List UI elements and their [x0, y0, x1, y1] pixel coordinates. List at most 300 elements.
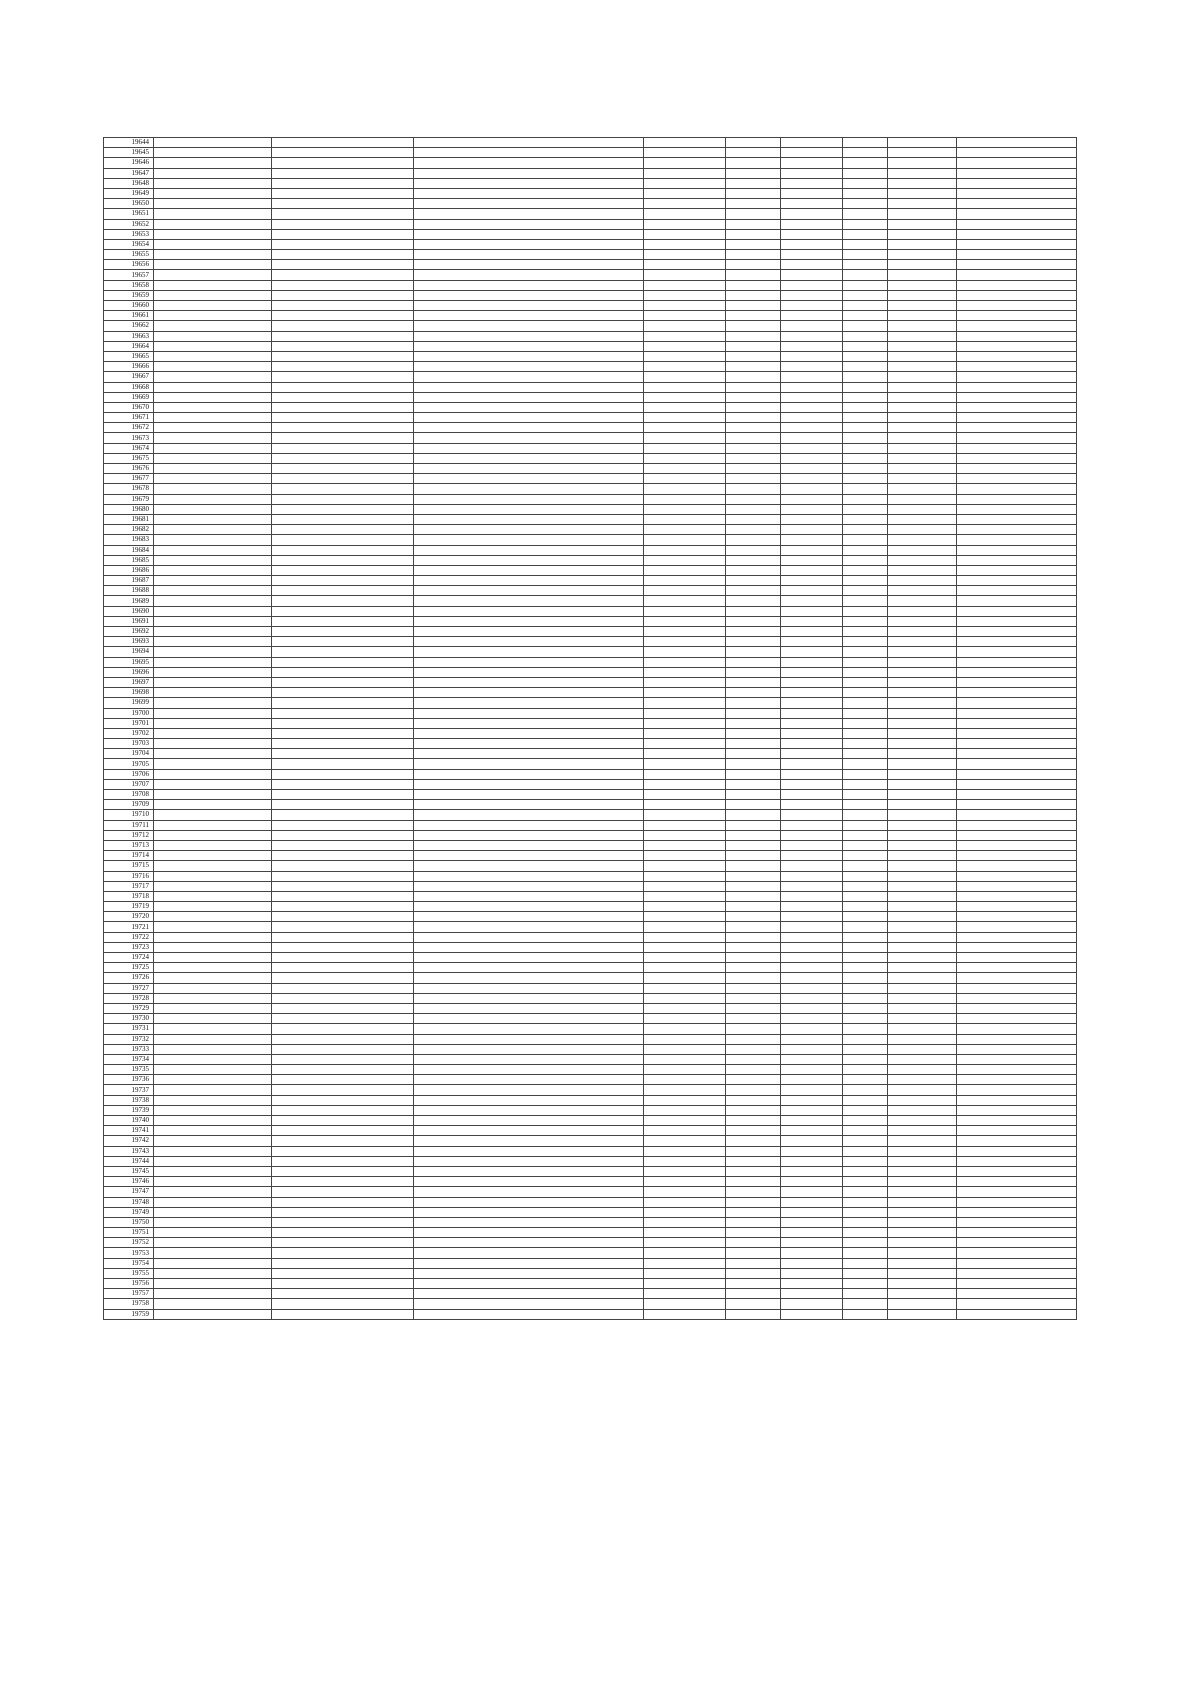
empty-cell: [726, 525, 781, 535]
empty-cell: [726, 413, 781, 423]
empty-cell: [726, 1044, 781, 1054]
empty-cell: [888, 168, 957, 178]
empty-cell: [272, 637, 414, 647]
row-number-cell: 19739: [104, 1105, 154, 1115]
empty-cell: [414, 362, 644, 372]
empty-cell: [414, 138, 644, 148]
empty-cell: [414, 504, 644, 514]
empty-cell: [154, 535, 272, 545]
empty-cell: [843, 178, 888, 188]
empty-cell: [272, 239, 414, 249]
empty-cell: [726, 698, 781, 708]
empty-cell: [843, 1116, 888, 1126]
empty-cell: [414, 1146, 644, 1156]
empty-cell: [888, 402, 957, 412]
empty-cell: [843, 830, 888, 840]
empty-cell: [644, 270, 726, 280]
empty-cell: [272, 260, 414, 270]
empty-cell: [154, 891, 272, 901]
empty-cell: [644, 647, 726, 657]
table-row: [104, 881, 1077, 891]
empty-cell: [781, 1014, 843, 1024]
empty-cell: [272, 138, 414, 148]
row-number-cell: 19711: [104, 820, 154, 830]
empty-cell: [957, 433, 1077, 443]
empty-cell: [888, 1065, 957, 1075]
empty-cell: [957, 423, 1077, 433]
empty-cell: [957, 199, 1077, 209]
empty-cell: [957, 1268, 1077, 1278]
empty-cell: [843, 545, 888, 555]
empty-cell: [726, 606, 781, 616]
empty-cell: [726, 953, 781, 963]
row-number-cell: 19650: [104, 199, 154, 209]
empty-cell: [644, 1136, 726, 1146]
empty-cell: [154, 362, 272, 372]
empty-cell: [414, 351, 644, 361]
empty-cell: [272, 199, 414, 209]
empty-cell: [888, 576, 957, 586]
table-row: [104, 229, 1077, 239]
empty-cell: [414, 545, 644, 555]
empty-cell: [414, 759, 644, 769]
empty-cell: [272, 321, 414, 331]
empty-cell: [272, 178, 414, 188]
empty-cell: [644, 810, 726, 820]
empty-cell: [781, 871, 843, 881]
empty-cell: [644, 351, 726, 361]
empty-cell: [888, 239, 957, 249]
empty-cell: [843, 321, 888, 331]
empty-cell: [888, 545, 957, 555]
empty-cell: [843, 820, 888, 830]
empty-cell: [781, 362, 843, 372]
empty-cell: [644, 1197, 726, 1207]
empty-cell: [888, 902, 957, 912]
row-number-cell: 19755: [104, 1268, 154, 1278]
empty-cell: [726, 402, 781, 412]
empty-cell: [957, 728, 1077, 738]
empty-cell: [781, 1085, 843, 1095]
empty-cell: [888, 688, 957, 698]
empty-cell: [154, 800, 272, 810]
empty-cell: [888, 148, 957, 158]
empty-cell: [781, 739, 843, 749]
empty-cell: [843, 453, 888, 463]
empty-cell: [154, 1014, 272, 1024]
empty-cell: [957, 759, 1077, 769]
table-row: [104, 830, 1077, 840]
table-row: [104, 362, 1077, 372]
table-row: [104, 351, 1077, 361]
empty-cell: [272, 331, 414, 341]
empty-cell: [957, 1116, 1077, 1126]
empty-cell: [843, 963, 888, 973]
empty-cell: [843, 1044, 888, 1054]
empty-cell: [957, 1217, 1077, 1227]
table-row: [104, 1309, 1077, 1319]
row-number-cell: 19671: [104, 413, 154, 423]
empty-cell: [644, 229, 726, 239]
row-number-cell: 19684: [104, 545, 154, 555]
empty-cell: [154, 372, 272, 382]
empty-cell: [272, 464, 414, 474]
empty-cell: [843, 1095, 888, 1105]
empty-cell: [644, 1156, 726, 1166]
empty-cell: [781, 616, 843, 626]
empty-cell: [154, 341, 272, 351]
empty-cell: [414, 270, 644, 280]
empty-cell: [888, 596, 957, 606]
empty-cell: [843, 555, 888, 565]
empty-cell: [957, 800, 1077, 810]
empty-cell: [888, 647, 957, 657]
empty-cell: [644, 708, 726, 718]
empty-cell: [781, 708, 843, 718]
empty-cell: [781, 229, 843, 239]
empty-cell: [644, 1299, 726, 1309]
table-row: [104, 1116, 1077, 1126]
empty-cell: [644, 820, 726, 830]
empty-cell: [272, 606, 414, 616]
row-number-cell: 19685: [104, 555, 154, 565]
empty-cell: [957, 260, 1077, 270]
empty-cell: [957, 891, 1077, 901]
empty-cell: [957, 616, 1077, 626]
table-row: [104, 1228, 1077, 1238]
row-number-cell: 19694: [104, 647, 154, 657]
empty-cell: [272, 1166, 414, 1176]
empty-cell: [726, 1065, 781, 1075]
empty-cell: [272, 820, 414, 830]
empty-cell: [957, 790, 1077, 800]
empty-cell: [272, 1258, 414, 1268]
empty-cell: [154, 749, 272, 759]
empty-cell: [781, 932, 843, 942]
empty-cell: [781, 973, 843, 983]
empty-cell: [957, 1156, 1077, 1166]
empty-cell: [957, 657, 1077, 667]
empty-cell: [644, 1217, 726, 1227]
empty-cell: [644, 514, 726, 524]
table-row: [104, 402, 1077, 412]
empty-cell: [154, 698, 272, 708]
table-row: [104, 627, 1077, 637]
empty-cell: [154, 1065, 272, 1075]
empty-cell: [154, 871, 272, 881]
empty-cell: [154, 351, 272, 361]
empty-cell: [414, 535, 644, 545]
table-row: [104, 810, 1077, 820]
empty-cell: [888, 311, 957, 321]
empty-cell: [843, 891, 888, 901]
empty-cell: [272, 453, 414, 463]
empty-cell: [843, 1258, 888, 1268]
empty-cell: [957, 1248, 1077, 1258]
empty-cell: [154, 382, 272, 392]
empty-cell: [957, 280, 1077, 290]
row-number-cell: 19714: [104, 851, 154, 861]
row-number-cell: 19749: [104, 1207, 154, 1217]
empty-cell: [414, 229, 644, 239]
table-row: [104, 1034, 1077, 1044]
table-row: [104, 514, 1077, 524]
empty-cell: [843, 881, 888, 891]
table-row: [104, 1075, 1077, 1085]
empty-cell: [644, 586, 726, 596]
empty-cell: [726, 1197, 781, 1207]
empty-cell: [414, 199, 644, 209]
empty-cell: [888, 1014, 957, 1024]
empty-cell: [644, 1166, 726, 1176]
empty-cell: [154, 1075, 272, 1085]
empty-cell: [644, 993, 726, 1003]
table-row: [104, 1146, 1077, 1156]
table-row: [104, 1197, 1077, 1207]
empty-cell: [957, 1228, 1077, 1238]
empty-cell: [888, 413, 957, 423]
empty-cell: [154, 1116, 272, 1126]
row-number-cell: 19687: [104, 576, 154, 586]
table-row: [104, 993, 1077, 1003]
row-number-cell: 19750: [104, 1217, 154, 1227]
empty-cell: [644, 983, 726, 993]
empty-cell: [726, 168, 781, 178]
empty-cell: [644, 1126, 726, 1136]
table-row: [104, 820, 1077, 830]
empty-cell: [644, 209, 726, 219]
empty-cell: [726, 392, 781, 402]
empty-cell: [414, 810, 644, 820]
empty-cell: [957, 311, 1077, 321]
empty-cell: [154, 657, 272, 667]
empty-cell: [843, 922, 888, 932]
empty-cell: [154, 188, 272, 198]
row-number-cell: 19710: [104, 810, 154, 820]
empty-cell: [726, 372, 781, 382]
empty-cell: [781, 1166, 843, 1176]
empty-cell: [781, 372, 843, 382]
empty-cell: [272, 545, 414, 555]
empty-cell: [414, 1279, 644, 1289]
empty-cell: [414, 647, 644, 657]
empty-cell: [957, 1166, 1077, 1176]
empty-cell: [888, 423, 957, 433]
empty-cell: [888, 830, 957, 840]
empty-cell: [272, 1207, 414, 1217]
row-number-cell: 19659: [104, 290, 154, 300]
empty-cell: [957, 922, 1077, 932]
empty-cell: [414, 494, 644, 504]
table-row: [104, 1126, 1077, 1136]
empty-cell: [644, 188, 726, 198]
empty-cell: [644, 932, 726, 942]
row-number-cell: 19705: [104, 759, 154, 769]
empty-cell: [644, 290, 726, 300]
empty-cell: [888, 749, 957, 759]
empty-cell: [957, 158, 1077, 168]
table-row: [104, 178, 1077, 188]
empty-cell: [644, 260, 726, 270]
empty-cell: [888, 280, 957, 290]
empty-cell: [888, 525, 957, 535]
empty-cell: [957, 932, 1077, 942]
empty-cell: [272, 902, 414, 912]
empty-cell: [781, 494, 843, 504]
empty-cell: [781, 1146, 843, 1156]
row-number-cell: 19706: [104, 769, 154, 779]
empty-cell: [781, 321, 843, 331]
empty-cell: [414, 739, 644, 749]
empty-cell: [644, 973, 726, 983]
empty-cell: [888, 1187, 957, 1197]
empty-cell: [644, 1279, 726, 1289]
empty-cell: [726, 239, 781, 249]
table-body: [104, 138, 1077, 1320]
empty-cell: [154, 280, 272, 290]
empty-cell: [781, 1156, 843, 1166]
table-row: [104, 596, 1077, 606]
empty-cell: [781, 1003, 843, 1013]
empty-cell: [414, 973, 644, 983]
empty-cell: [957, 484, 1077, 494]
empty-cell: [781, 902, 843, 912]
row-number-cell: 19756: [104, 1279, 154, 1289]
empty-cell: [843, 1065, 888, 1075]
empty-cell: [781, 199, 843, 209]
empty-cell: [957, 1258, 1077, 1268]
table-row: [104, 1217, 1077, 1227]
empty-cell: [154, 148, 272, 158]
empty-cell: [957, 830, 1077, 840]
empty-cell: [888, 199, 957, 209]
empty-cell: [644, 627, 726, 637]
empty-cell: [644, 1228, 726, 1238]
empty-cell: [888, 912, 957, 922]
empty-cell: [888, 1085, 957, 1095]
table-row: [104, 1187, 1077, 1197]
empty-cell: [154, 922, 272, 932]
table-row: [104, 341, 1077, 351]
empty-cell: [781, 1279, 843, 1289]
empty-cell: [726, 1054, 781, 1064]
empty-cell: [957, 1299, 1077, 1309]
empty-cell: [272, 749, 414, 759]
empty-cell: [272, 1228, 414, 1238]
empty-cell: [781, 331, 843, 341]
table-row: [104, 311, 1077, 321]
empty-cell: [414, 1136, 644, 1146]
empty-cell: [957, 576, 1077, 586]
empty-cell: [781, 138, 843, 148]
empty-cell: [154, 311, 272, 321]
empty-cell: [154, 1146, 272, 1156]
empty-cell: [843, 1105, 888, 1115]
empty-cell: [726, 362, 781, 372]
empty-cell: [272, 881, 414, 891]
empty-cell: [414, 1003, 644, 1013]
empty-cell: [272, 494, 414, 504]
empty-cell: [726, 881, 781, 891]
empty-cell: [644, 1248, 726, 1258]
empty-cell: [414, 779, 644, 789]
empty-cell: [957, 301, 1077, 311]
empty-cell: [781, 514, 843, 524]
row-number-cell: 19745: [104, 1166, 154, 1176]
empty-cell: [644, 464, 726, 474]
empty-cell: [726, 973, 781, 983]
table-row: [104, 250, 1077, 260]
empty-cell: [272, 1116, 414, 1126]
empty-cell: [843, 728, 888, 738]
empty-cell: [843, 973, 888, 983]
table-row: [104, 790, 1077, 800]
empty-cell: [726, 993, 781, 1003]
empty-cell: [957, 474, 1077, 484]
empty-cell: [843, 1146, 888, 1156]
empty-cell: [154, 565, 272, 575]
row-number-cell: 19683: [104, 535, 154, 545]
empty-cell: [414, 851, 644, 861]
empty-cell: [888, 973, 957, 983]
empty-cell: [888, 494, 957, 504]
empty-cell: [843, 1217, 888, 1227]
empty-cell: [726, 871, 781, 881]
table-row: [104, 1065, 1077, 1075]
empty-cell: [726, 1075, 781, 1085]
empty-cell: [843, 351, 888, 361]
empty-cell: [644, 840, 726, 850]
table-row: [104, 1166, 1077, 1176]
empty-cell: [888, 514, 957, 524]
empty-cell: [843, 413, 888, 423]
empty-cell: [726, 596, 781, 606]
empty-cell: [726, 942, 781, 952]
table-row: [104, 637, 1077, 647]
row-number-cell: 19731: [104, 1024, 154, 1034]
table-row: [104, 555, 1077, 565]
empty-cell: [888, 1289, 957, 1299]
empty-cell: [414, 301, 644, 311]
empty-cell: [726, 453, 781, 463]
empty-cell: [414, 1309, 644, 1319]
empty-cell: [888, 443, 957, 453]
table-row: [104, 535, 1077, 545]
empty-cell: [957, 1014, 1077, 1024]
empty-cell: [957, 209, 1077, 219]
empty-cell: [888, 637, 957, 647]
empty-cell: [644, 545, 726, 555]
empty-cell: [726, 963, 781, 973]
empty-cell: [644, 565, 726, 575]
empty-cell: [888, 474, 957, 484]
empty-cell: [957, 545, 1077, 555]
empty-cell: [843, 616, 888, 626]
empty-cell: [154, 1258, 272, 1268]
row-number-cell: 19733: [104, 1044, 154, 1054]
table-row: [104, 1156, 1077, 1166]
empty-cell: [781, 525, 843, 535]
row-number-cell: 19730: [104, 1014, 154, 1024]
empty-cell: [154, 168, 272, 178]
empty-cell: [272, 871, 414, 881]
empty-cell: [644, 881, 726, 891]
empty-cell: [957, 392, 1077, 402]
empty-cell: [781, 413, 843, 423]
empty-cell: [644, 1085, 726, 1095]
empty-cell: [781, 168, 843, 178]
empty-cell: [726, 902, 781, 912]
